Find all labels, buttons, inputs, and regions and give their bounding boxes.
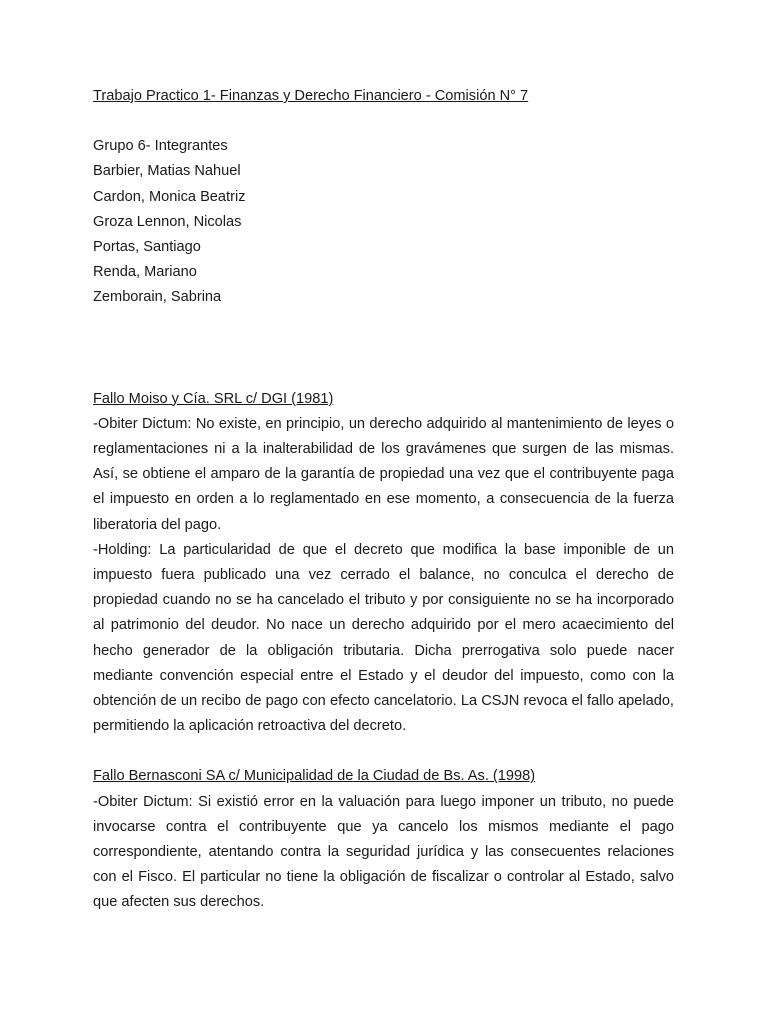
case-title: Fallo Bernasconi SA c/ Municipalidad de la Ciudad de Bs. As. (1998) [93, 768, 536, 785]
obiter-dictum-paragraph: -Obiter Dictum: Si existió error en la valuación para luego imponer un tributo, no puede invocarse contra el contribuyente que ya cancelo los mismos mediante el pago correspondiente, atentando contra la seguridad jurídica y las consecuentes relaciones con el Fisco. El particular no tiene la obligación de fiscalizar o controlar al Estado, salvo que afecten sus derechos. [93, 793, 674, 911]
holding-paragraph: -Holding: La particularidad de que el decreto que modifica la base imponible de un impuesto fuera publicado una vez cerrado el balance, no conculca el derecho de propiedad cuando no se ha cancelado el tributo y por consiguiente no se ha incorporado al patrimonio del deudor. No nace un derecho adquirido por el mero acaecimiento del hecho generador de la obligación tributaria. Dicha prerrogativa solo puede nacer mediante convención especial entre el Estado y el deudor del impuesto, como con la obtención de un recibo de pago con efecto cancelatorio. La CSJN revoca el fallo apelado, permitiendo la aplicación retroactiva del decreto. [93, 541, 674, 735]
document-page [93, 84, 674, 916]
document-title: Trabajo Practico 1- Finanzas y Derecho Financiero - Comisión N° 7 [93, 88, 529, 104]
case-section [93, 764, 674, 915]
obiter-dictum-paragraph: -Obiter Dictum: No existe, en principio, un derecho adquirido al mantenimiento de leyes o reglamentaciones ni a la inalterabilidad de los gravámenes que surgen de las mismas. Así, se obtiene el amparo de la garantía de propiedad una vez que el contribuyente paga el impuesto en orden a lo reglamentado en ese momento, a consecuencia de la fuerza liberatoria del pago. [93, 415, 674, 533]
member-name: Barbier, Matias Nahuel [93, 163, 241, 180]
member-name: Portas, Santiago [93, 239, 201, 256]
case-title: Fallo Moiso y Cía. SRL c/ DGI (1981) [93, 390, 334, 407]
group-heading: Grupo 6- Integrantes [93, 138, 228, 155]
group-block [93, 134, 674, 310]
member-name: Cardon, Monica Beatriz [93, 188, 246, 205]
case-section [93, 387, 674, 740]
member-name: Renda, Mariano [93, 264, 197, 281]
member-name: Groza Lennon, Nicolas [93, 213, 242, 230]
member-name: Zemborain, Sabrina [93, 289, 222, 306]
